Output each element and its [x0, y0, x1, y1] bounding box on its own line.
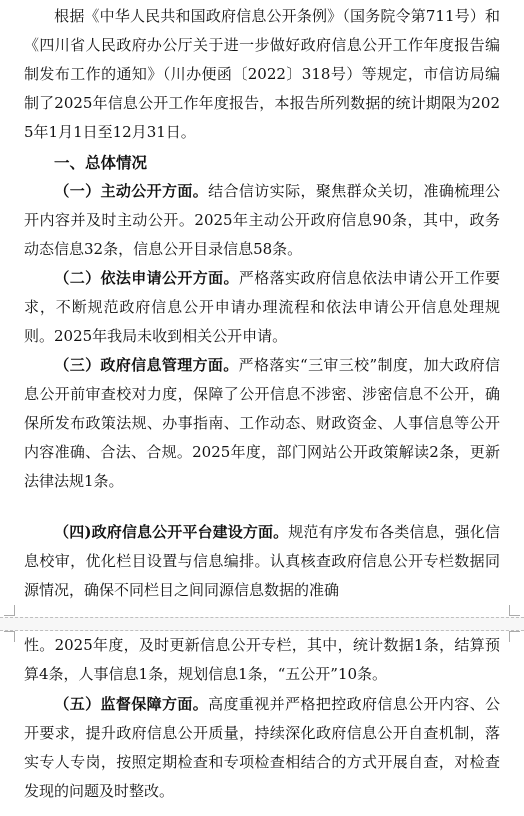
paragraph-text: 规范有序发布各类信息，强化信息校审，优化栏目设置与信息编排。认真核查政府信息公开专栏数据同源情况，确保不同栏目之间同源信息数据的准确 [24, 523, 500, 599]
paragraph-application-disclosure [24, 264, 500, 351]
intro-paragraph [24, 2, 500, 147]
paragraph-platform-construction [24, 518, 500, 605]
paragraph-label: （五）监督保障方面。 [54, 695, 209, 713]
page-corner-mark [509, 631, 520, 642]
paragraph-supervision [24, 690, 500, 806]
page-corner-mark [4, 631, 15, 642]
paragraph-text: 严格落实政府信息依法申请公开工作要求，不断规范政府信息公开申请办理流程和依法申请公开信息处理规则。2025年我局未收到相关公开申请。 [24, 269, 500, 345]
paragraph-label: （一）主动公开方面。 [54, 182, 209, 200]
page-corner-mark [4, 605, 15, 616]
section-heading: 一、总体情况 [54, 153, 148, 172]
page-break-divider [0, 617, 524, 631]
paragraph-text: 严格落实“三审三校”制度，加大政府信息公开前审查校对力度，保障了公开信息不涉密、涉密信息不公开，确保所发布政策法规、办事指南、工作动态、财政资金、人事信息等公开内容准确、合法、合规。2025年度，部门网站公开政策解读2条，更新法律法规1条。 [24, 356, 500, 490]
paragraph-text: 高度重视并严格把控政府信息公开内容、公开要求，提升政府信息公开质量，持续深化政府信息公开自查机制，落实专人专岗，按照定期检查和专项检查相结合的方式开展自查，对检查发现的问题及时整改。 [24, 695, 500, 800]
page-corner-mark [509, 605, 520, 616]
paragraph-label: （三）政府信息管理方面。 [54, 356, 239, 374]
paragraph-information-management [24, 351, 500, 496]
paragraph-text: 结合信访实际，聚焦群众关切，准确梳理公开内容并及时主动公开。2025年主动公开政府信息90条，其中，政务动态信息32条，信息公开目录信息58条。 [24, 182, 500, 258]
paragraph-proactive-disclosure [24, 177, 500, 264]
intro-text: 根据《中华人民共和国政府信息公开条例》（国务院令第711号）和《四川省人民政府办公厅关于进一步做好政府信息公开工作年度报告编制发布工作的通知》（川办便函〔2022〕318号）等规定，市信访局编制了2025年信息公开工作年度报告，本报告所列数据的统计期限为2025年1月1日至12月31日。 [24, 7, 500, 141]
paragraph-label: （四)政府信息公开平台建设方面。 [54, 523, 289, 541]
paragraph-text: 性。2025年度，及时更新信息公开专栏，其中，统计数据1条，结算预算4条，人事信息1条，规划信息1条，“五公开”10条。 [24, 636, 500, 683]
paragraph-label: （二）依法申请公开方面。 [54, 269, 239, 287]
paragraph-platform-continued [24, 631, 500, 689]
